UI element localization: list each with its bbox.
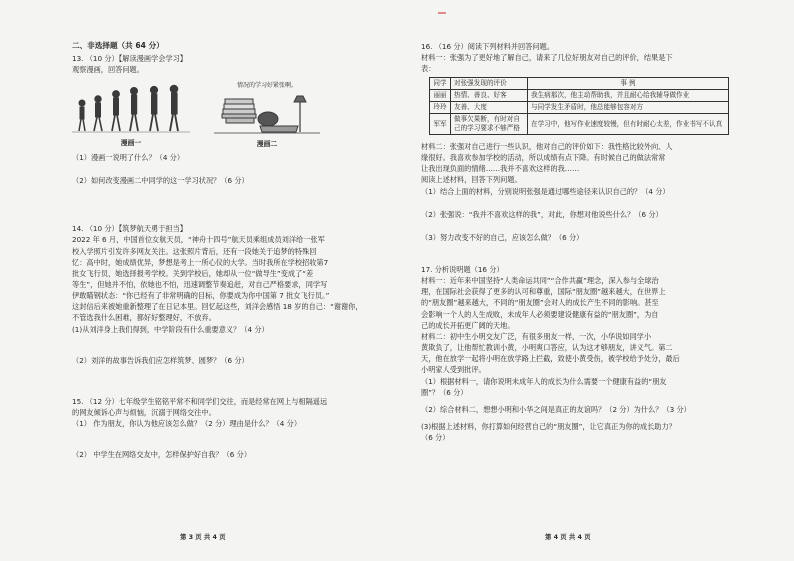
q16-material2-line-1: 材料二：张强对自己进行一些认识，他对自己的评价如下：我性格比较外向、人 bbox=[421, 141, 673, 151]
q16-material2-line-2: 缘很好。我喜欢参加学校的活动，所以成绩有点下降。有时候自己的做法常常 bbox=[421, 153, 666, 163]
q16-material1-cont: 表： bbox=[421, 64, 436, 74]
q15-sub2: （2） 中学生在网络交友中，怎样保护好自我？（6 分） bbox=[72, 450, 252, 460]
q16-sub1: （1）结合上面的材料，分别说明张强是通过哪些途径来认识自己的？（4 分） bbox=[421, 186, 670, 196]
q15-line-2: 的网友倾诉心声与烦恼，沉溺于网络交往中。 bbox=[72, 408, 216, 418]
q14-line-5: 等生”，但她并不怕，依她也不怕，迅速调整节奏追赶，对自己严格要求，同学写 bbox=[72, 280, 328, 289]
table-cell: 玲玲 bbox=[430, 102, 451, 114]
q17-material1-line-1: 材料一：近年来中国坚持“人类命运共同”“合作共赢”理念，深入参与全球治 bbox=[421, 276, 659, 286]
q14-line-2: 校入学照片引发许多网友关注。这张照片背后，还有一段她关于追梦的特殊回 bbox=[72, 246, 317, 256]
table-cell: 热情、善良、好客 bbox=[451, 90, 528, 102]
table-header-cell: 同学 bbox=[430, 78, 451, 90]
table-row bbox=[430, 114, 729, 135]
comic-two-label: 漫画二 bbox=[256, 140, 278, 149]
q17-material1-line-2: 理，在国际社会获得了更多的认可和尊重，国际“朋友圈”越来越大，在世界上 bbox=[421, 287, 666, 297]
q17-material2-line-1: 材料二：初中生小明交友广泛，有很多朋友一样，一次，小华说如同学小 bbox=[421, 331, 652, 341]
q17-material2-line-3: 天，他在放学一起将小明在放学路上拦截，致使小黄受伤，被学校给予处分，最后 bbox=[421, 354, 680, 364]
q16-material2-line-4: 阅读上述材料，回答下列问题。 bbox=[421, 175, 522, 185]
table-cell: 丽丽 bbox=[430, 90, 451, 102]
q16-sub2: （2）张强说：“我并不喜欢这样的我”，对此，你想对他说些什么？（6 分） bbox=[421, 209, 663, 219]
q13-sub1: （1）漫画一说明了什么？（4 分） bbox=[72, 152, 185, 162]
q17-material1-line-5: 己的成长开拓更广阔的天地。 bbox=[421, 320, 515, 330]
q14-line-1: 2022 年 6 月，中国首位女航天员，“神舟十四号”航天员乘组成员刘洋给一张军 bbox=[72, 235, 325, 245]
table-header-cell: 事 例 bbox=[528, 78, 729, 90]
q14-line-4: 批女飞行员，她选择报考学校。关到学校后，她却从一位“做导生”变成了“差 bbox=[72, 268, 314, 278]
q17-sub1: （1）根据材料一，请你说明未成年人的成长为什么需要一个健康有益的“朋友 bbox=[421, 376, 667, 386]
q14-line-6: 伊敢瞄钢状态：“你已经有了非常明确的目标，你要成为你中国第 7 批女飞行员。” bbox=[72, 291, 330, 301]
right-page-footer: 第 4 页 共 4 页 bbox=[545, 533, 591, 541]
q16-material1: 材料一：张强为了更好地了解自己，请来了几位好朋友对自己的评价，结果是下 bbox=[421, 53, 673, 63]
table-cell: 友善、大度 bbox=[451, 102, 528, 114]
q15-sub1: （1） 作为朋友，你认为他应该怎么做？（2 分）理由是什么？（4 分） bbox=[72, 419, 302, 429]
comic-two-caption: 情况的学习好紧张啊。 bbox=[236, 82, 297, 90]
table-cell: 与同学发生矛盾时，他总能够包容对方 bbox=[528, 102, 729, 114]
table-cell: 在学习中，他写作业速度较慢，但有时耐心太差，作业书写不认真 bbox=[528, 114, 729, 135]
q17-material1-line-4: 会影响一个人的人生成败，未成年人必须要建设健康有益的“朋友圈”，为自 bbox=[421, 309, 659, 319]
q17-sub3: (3)根据上述材料，你打算如何经营自己的“朋友圈”，让它真正为你的成长助力？ bbox=[421, 422, 676, 432]
comic-one-illustration bbox=[72, 81, 190, 137]
comic-two bbox=[208, 81, 326, 150]
q17-sub2: （2）综合材料二，想想小明和小华之间是真正的友谊吗？（2 分）为什么？（3 分） bbox=[421, 404, 691, 414]
table-header-cell: 对张强发现的评价 bbox=[451, 78, 528, 90]
q13-title: 13. （10 分）【解读漫画学会学习】 bbox=[72, 53, 187, 63]
comic-one bbox=[72, 81, 190, 150]
table-cell: 我生病那次，他主动帮助我，并且耐心给我辅导做作业 bbox=[528, 90, 729, 102]
q17-material1-line-3: 的“朋友圈”越来越大，不同的“朋友圈”会对人的成长产生不同的影响。甚至 bbox=[421, 298, 659, 308]
q14-sub2: （2）刘洋的故事告诉我们应怎样筑梦、圆梦？（6 分） bbox=[72, 355, 249, 365]
q16-title: 16. （16 分）阅读下列材料并回答问题。 bbox=[421, 42, 554, 51]
section-title: 二、非选择题（共 64 分） bbox=[72, 41, 164, 50]
q14-line-7: 这封信后来被她重新整理了在日记本里。回忆起这些，刘洋会感悟 18 岁的自己：“谢谢你， bbox=[72, 302, 363, 312]
table-row bbox=[430, 90, 729, 102]
q17-material2-line-2: 黄欺负了，让他帮忙教训小黄，小明爽口答应，认为这才够朋友，讲义气。第二 bbox=[421, 343, 673, 353]
right-page bbox=[397, 0, 794, 561]
q14-title: 14. （10 分）【筑梦航天勇于担当】 bbox=[72, 224, 187, 234]
table-header-row bbox=[430, 78, 729, 90]
table-row bbox=[430, 102, 729, 114]
comics-row bbox=[72, 81, 375, 150]
table-cell: 做事欠果断，有时对自己的学习要求不够严格 bbox=[451, 114, 528, 135]
q14-line-3: 忆：高中时，她成绩优异，梦想是考上一所心仪的大学。当时我所在学校招收第7 bbox=[72, 257, 329, 267]
q13-sub2: （2）如何改变漫画二中同学的这一学习状况？（6 分） bbox=[72, 176, 249, 186]
q17-sub1-cont: 圈”？（6 分） bbox=[421, 387, 468, 397]
q14-sub1: (1)从刘洋身上我们得到，中学阶段有什么重要意义？（4 分） bbox=[72, 324, 269, 334]
comic-one-label: 漫画一 bbox=[120, 139, 142, 148]
q17-material2-line-4: 小明家人受到批评。 bbox=[421, 365, 486, 375]
q17-title: 17. 分析说明题（16 分） bbox=[421, 265, 504, 275]
q15-line-1: 15. （12 分）七年级学生铭铭平常不和同学们交往，而是经常在网上与相隔遥远 bbox=[72, 396, 328, 406]
q14-line-8: 不管选我什么困难，都好好整理好，不放弃。 bbox=[72, 313, 216, 323]
q17-sub3-cont: （6 分） bbox=[421, 433, 450, 443]
q16-material2-line-3: 让我出现负面的情绪……我并不喜欢这样的我…… bbox=[421, 164, 580, 174]
evaluation-table bbox=[429, 77, 729, 134]
table-cell: 军军 bbox=[430, 114, 451, 135]
q13-intro: 观察漫画，回答问题。 bbox=[72, 64, 144, 74]
left-page-footer: 第 3 页 共 4 页 bbox=[180, 533, 226, 541]
comic-two-illustration bbox=[208, 92, 326, 138]
q16-sub3: （3）努力改变不好的自己，应该怎么做？（6 分） bbox=[421, 232, 584, 242]
